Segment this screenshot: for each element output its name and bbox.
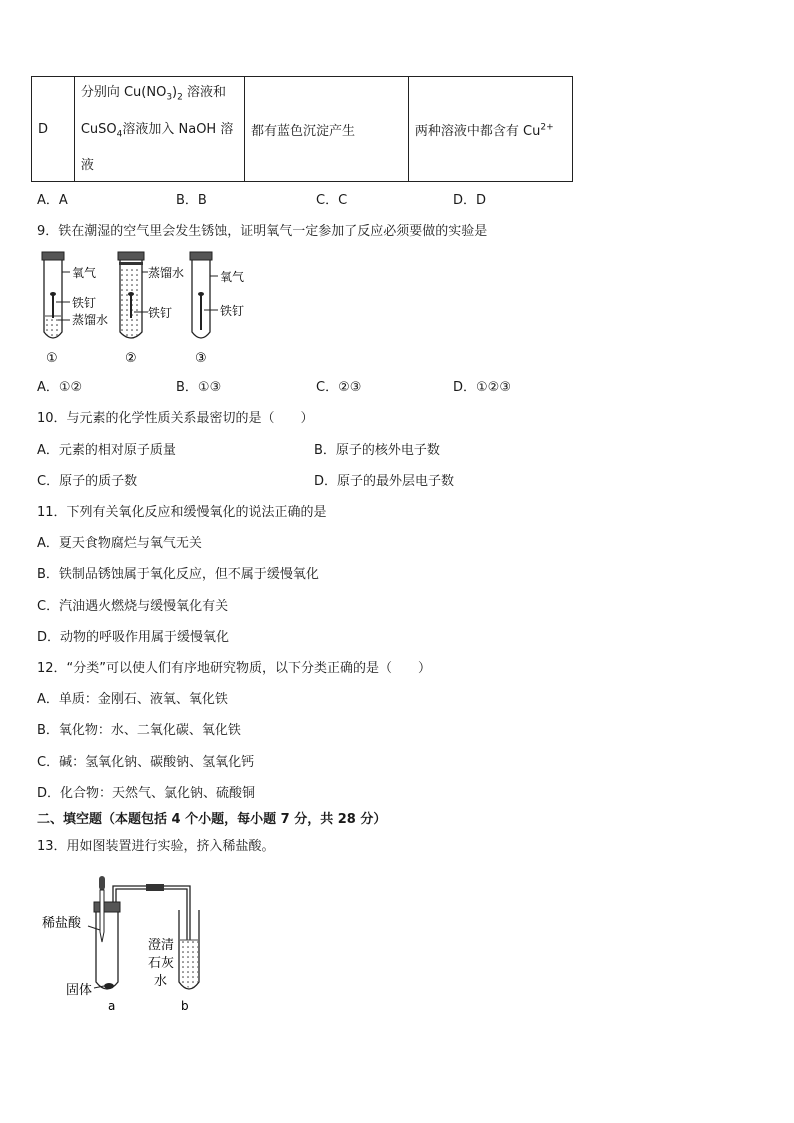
tube-b-label: b	[181, 999, 189, 1013]
table-row	[32, 77, 573, 182]
operation-text-2b: 溶液加入 NaOH 溶	[122, 121, 234, 137]
test-tube-b	[179, 910, 199, 989]
t1-nail-label: 铁钉	[72, 296, 97, 310]
t2-nail-label: 铁钉	[148, 306, 173, 320]
q10-option-b[interactable]: B．原子的核外电子数	[314, 443, 440, 458]
test-tube-2	[118, 252, 148, 338]
solid-label: 固体	[66, 983, 93, 998]
tube-a-label: a	[108, 999, 116, 1013]
q9-option-b[interactable]: B．①③	[176, 380, 222, 395]
q9-stem: 9．铁在潮湿的空气里会发生锈蚀，证明氧气一定参加了反应必须要做的实验是	[37, 224, 488, 239]
t2-water-label: 蒸馏水	[148, 266, 185, 280]
t3-nail-label: 铁钉	[220, 304, 245, 318]
section-2-heading: 二、填空题（本题包括 4 个小题，每小题 7 分，共 28 分）	[37, 812, 387, 827]
q9-option-d[interactable]: D．①②③	[453, 380, 511, 395]
q12-option-a[interactable]: A．单质：金刚石、液氧、氧化铁	[37, 692, 228, 707]
q11-option-d[interactable]: D．动物的呼吸作用属于缓慢氧化	[37, 630, 230, 645]
phenomenon-cell: 都有蓝色沉淀产生	[245, 77, 409, 182]
q8-option-a[interactable]: A．A	[37, 193, 68, 208]
conclusion-cell	[408, 77, 572, 182]
test-tube-a	[94, 876, 190, 989]
q8-option-c[interactable]: C．C	[316, 193, 348, 208]
q13-stem: 13．用如图装置进行实验，挤入稀盐酸。	[37, 839, 275, 854]
t1-water-label: 蒸馏水	[72, 313, 109, 327]
q11-option-b[interactable]: B．铁制品锈蚀属于氧化反应，但不属于缓慢氧化	[37, 567, 319, 582]
q9-rust-test-tubes-figure	[30, 248, 260, 370]
tube-3-number: ③	[195, 351, 207, 366]
q8-option-b[interactable]: B．B	[176, 193, 207, 208]
operation-sub-2: 2	[177, 92, 183, 103]
q11-stem: 11．下列有关氧化反应和缓慢氧化的说法正确的是	[37, 505, 327, 520]
acid-label: 稀盐酸	[42, 916, 82, 931]
lime-water-label-1: 澄清	[148, 938, 175, 953]
q10-option-a[interactable]: A．元素的相对原子质量	[37, 443, 176, 458]
q9-option-a[interactable]: A．①②	[37, 380, 83, 395]
t3-oxygen-label: 氧气	[220, 270, 245, 284]
operation-sub-1: 3	[166, 92, 173, 103]
q10-stem: 10．与元素的化学性质关系最密切的是（ ）	[37, 411, 314, 426]
row-label: D	[32, 77, 75, 182]
q8-option-d[interactable]: D．D	[453, 193, 487, 208]
test-tube-1	[42, 252, 70, 338]
t1-oxygen-label: 氧气	[72, 266, 97, 280]
operation-text-2: CuSO	[80, 121, 117, 137]
operation-sub-3: 4	[116, 129, 123, 140]
operation-cell	[74, 77, 244, 182]
q9-option-c[interactable]: C．②③	[316, 380, 362, 395]
q10-option-d[interactable]: D．原子的最外层电子数	[314, 474, 455, 489]
q12-stem: 12．“分类”可以使人们有序地研究物质，以下分类正确的是（ ）	[37, 661, 432, 676]
q10-option-c[interactable]: C．原子的质子数	[37, 474, 138, 489]
answer-table	[31, 76, 573, 182]
test-tube-3	[190, 252, 218, 338]
lime-water-label-3: 水	[154, 974, 168, 989]
q12-option-c[interactable]: C．碱：氢氧化钠、碳酸钠、氢氧化钙	[37, 755, 255, 770]
operation-text-1c: 溶液和	[182, 85, 226, 100]
q11-option-a[interactable]: A．夏天食物腐烂与氧气无关	[37, 536, 202, 551]
lime-water-label-2: 石灰	[148, 956, 175, 971]
tube-1-number: ①	[46, 351, 58, 366]
q13-apparatus-figure	[36, 870, 226, 1020]
operation-text-1b: )	[172, 85, 178, 100]
operation-text-3: 液	[80, 158, 94, 174]
q11-option-c[interactable]: C．汽油遇火燃烧与缓慢氧化有关	[37, 599, 229, 614]
operation-text-1: 分别向 Cu(NO	[80, 85, 167, 100]
q12-option-b[interactable]: B．氧化物：水、二氧化碳、氧化铁	[37, 723, 241, 738]
conclusion-text: 两种溶液中都含有 Cu	[414, 123, 541, 139]
tube-2-number: ②	[125, 351, 137, 366]
q12-option-d[interactable]: D．化合物：天然气、氯化钠、硫酸铜	[37, 786, 256, 801]
conclusion-sup: 2+	[540, 122, 554, 133]
